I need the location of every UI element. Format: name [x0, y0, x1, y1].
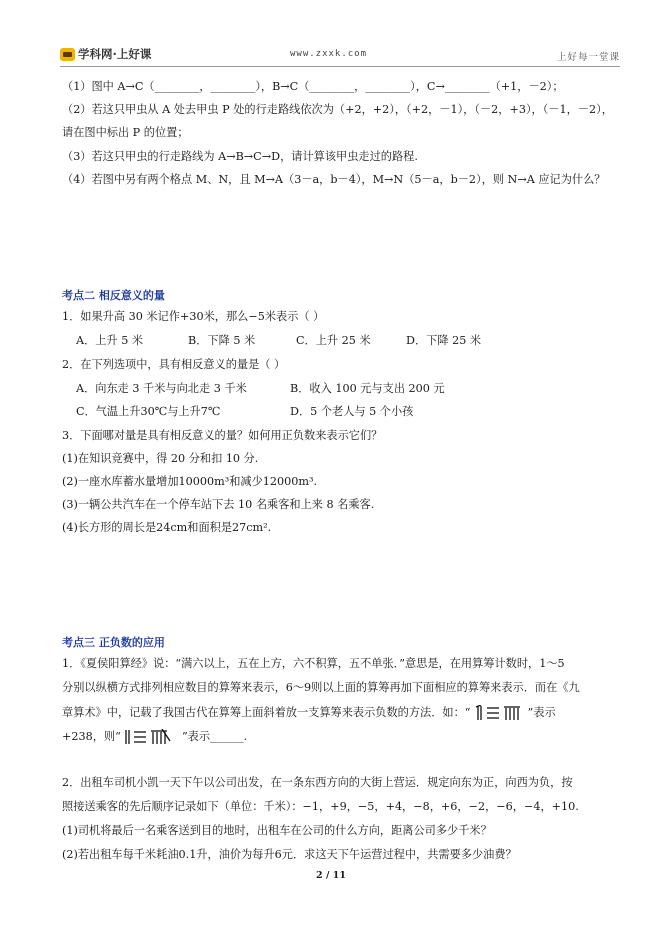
s3-q2-line-2: 照接送乘客的先后顺序记录如下（单位：千米）：−1，+9，−5，+4，−8，+6，−2，−6，−4，+10. [62, 800, 579, 813]
s2-q1-option-c: C．上升 25 米 [296, 334, 371, 347]
counting-rods-negative-238-icon [474, 705, 524, 721]
logo-icon [60, 48, 75, 61]
s2-q3-item-2: (2)一座水库蓄水量增加10000m³和减少12000m³. [62, 475, 318, 488]
s2-q2-option-c: C．气温上升30℃与上升7℃ [76, 405, 221, 418]
s3-q1-line-3-tail: ”表示 [527, 706, 556, 719]
counting-rods-question-icon [124, 729, 178, 745]
s2-q3-item-1: (1)在知识竞赛中，得 20 分和扣 10 分. [62, 452, 259, 465]
s2-q1-option-b: B．下降 5 米 [188, 334, 256, 347]
s2-q3-item-3: (3)一辆公共汽车在一个停车站下去 10 名乘客和上来 8 名乘客. [62, 498, 375, 511]
s2-q3-item-4: (4)长方形的周长是24cm和面积是27cm². [62, 521, 272, 534]
intro-question-2: （2）若这只甲虫从 A 处去甲虫 P 处的行走路线依次为（+2，+2），（+2，－1），（－2，+3），（－1，－2）， [62, 103, 613, 116]
s3-q1-line-4 [62, 729, 247, 745]
site-url: www.zxxk.com [290, 49, 368, 59]
s2-q2-option-b: B．收入 100 元与支出 200 元 [290, 382, 445, 395]
s3-q2-line-3: (1)司机将最后一名乘客送到目的地时，出租车在公司的什么方向，距离公司多少千米？ [62, 824, 492, 837]
logo [60, 46, 151, 62]
s2-q2-option-a: A．向东走 3 千米与向北走 3 千米 [76, 382, 247, 395]
s3-q1-line-4-tail: ”表示______. [181, 730, 248, 743]
header-divider [60, 66, 620, 67]
s3-q1-line-1: 1．《夏侯阳算经》说：“满六以上，五在上方，六不积算，五不单张．”意思是，在用算筹计数时，1～5 [62, 657, 565, 670]
intro-question-4: （4）若图中另有两个格点 M、N，且 M→A（3－a，b－4），M→N（5－a，b－2），则 N→A 应记为什么？ [62, 173, 606, 186]
s2-question-3: 3．下面哪对量是具有相反意义的量？如何用正负数来表示它们？ [62, 429, 383, 442]
s3-q1-line-3-text: 章算术》中，记载了我国古代在算筹上面斜着放一支算筹来表示负数的方法．如：“ [62, 706, 471, 719]
s2-question-2: 2．在下列选项中，具有相反意义的量是（ ） [62, 358, 286, 371]
s3-q2-line-4: (2)若出租车每千米耗油0.1升，油价为每升6元．求这天下午运营过程中，共需要多少油费？ [62, 848, 517, 861]
page-number: 2 / 11 [316, 870, 346, 881]
s3-q2-line-1: 2．出租车司机小凯一天下午以公司出发，在一条东西方向的大街上营运．规定向东为正，向西为负，按 [62, 776, 573, 789]
section-heading-2: 考点二 相反意义的量 [62, 289, 165, 302]
s3-q1-line-2: 分别以纵横方式排列相应数目的算筹来表示，6～9则以上面的算筹再加下面相应的算筹来表示．而在《九 [62, 681, 580, 694]
s2-q2-option-d: D．5 个老人与 5 个小孩 [290, 405, 414, 418]
s2-q1-option-d: D．下降 25 米 [406, 334, 482, 347]
logo-text: 学科网·上好课 [78, 47, 152, 61]
intro-question-3: （3）若这只甲虫的行走路线为 A→B→C→D，请计算该甲虫走过的路程. [62, 150, 418, 163]
intro-question-2-cont: 请在图中标出 P 的位置； [62, 126, 189, 139]
s3-q1-line-3 [62, 705, 556, 721]
page-header [60, 46, 620, 66]
intro-question-1: （1）图中 A→C（________，________），B→C（________，________），C→________（+1，－2）； [62, 80, 564, 93]
s2-question-1: 1．如果升高 30 米记作+30米，那么−5米表示（ ） [62, 310, 325, 323]
s2-q1-option-a: A．上升 5 米 [76, 334, 144, 347]
s3-q1-line-4-text: +238，则“ [62, 730, 121, 743]
section-heading-3: 考点三 正负数的应用 [62, 636, 165, 649]
slogan: 上好每一堂课 [556, 52, 620, 63]
